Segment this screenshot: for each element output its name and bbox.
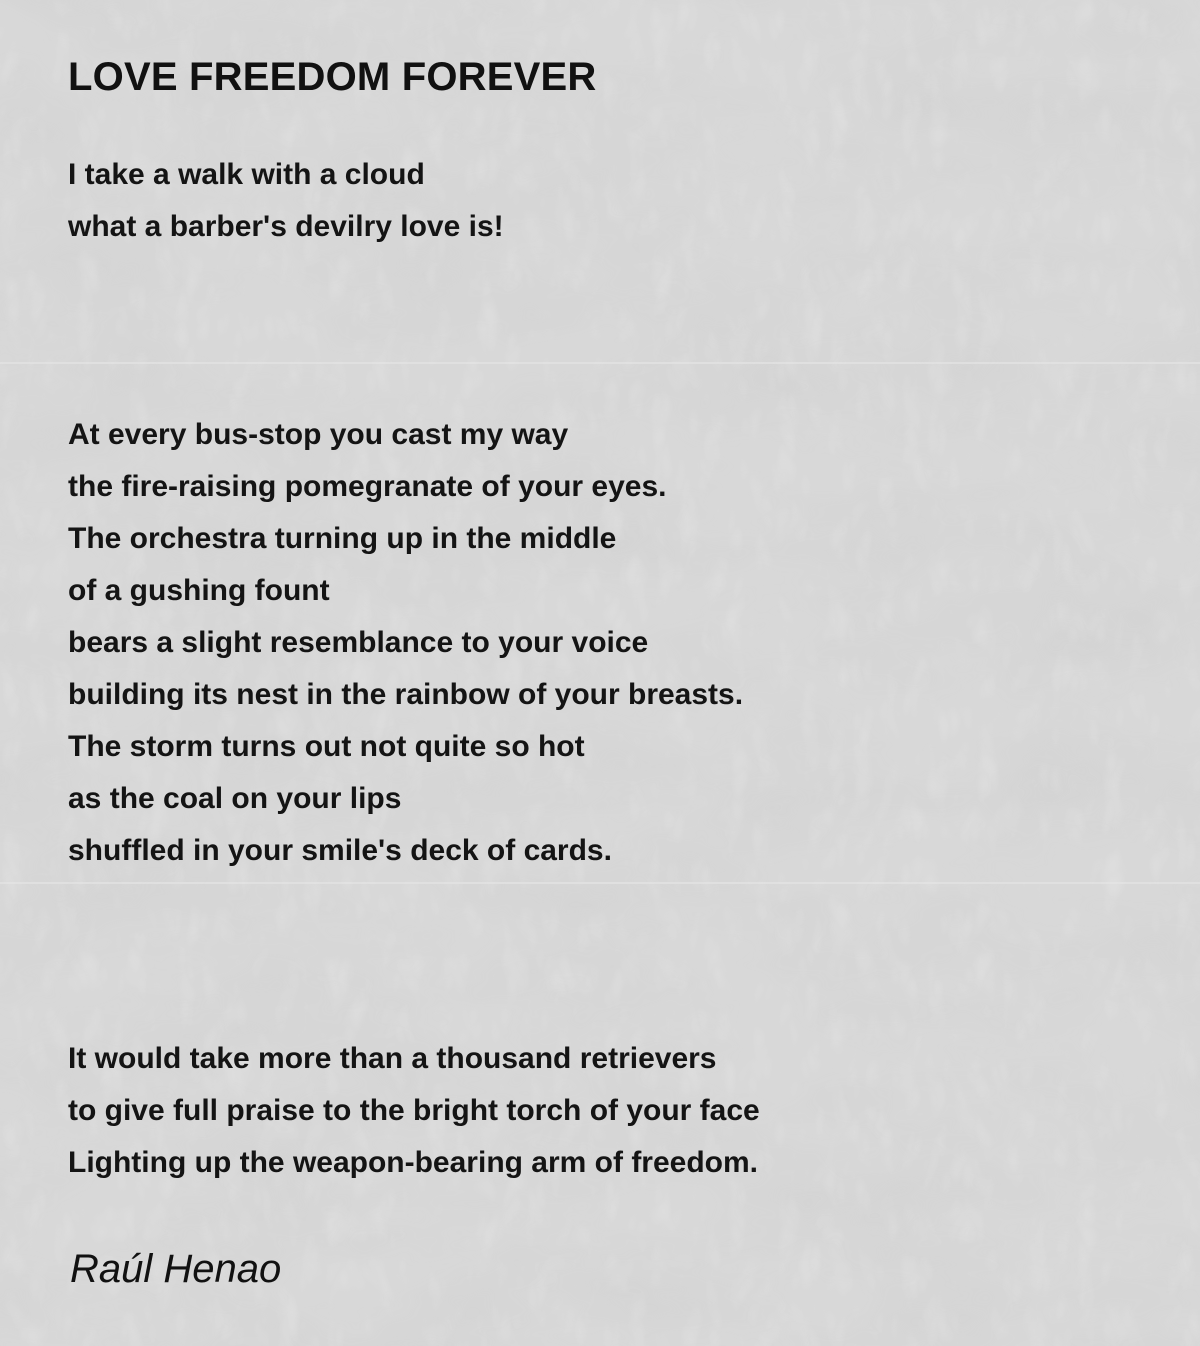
poem-line: Lighting up the weapon-bearing arm of freedom. bbox=[68, 1146, 759, 1179]
poem-line: what a barber's devilry love is! bbox=[68, 210, 504, 243]
stanza-3 bbox=[68, 1033, 760, 1189]
poem-author: Raúl Henao bbox=[70, 1247, 282, 1291]
poem-line: building its nest in the rainbow of your breasts. bbox=[68, 678, 744, 711]
poem-line: to give full praise to the bright torch of your face bbox=[68, 1094, 760, 1127]
poem-line: The storm turns out not quite so hot bbox=[68, 730, 585, 763]
poem-line: bears a slight resemblance to your voice bbox=[68, 626, 649, 659]
poem-line: as the coal on your lips bbox=[68, 782, 402, 815]
poem-line: I take a walk with a cloud bbox=[68, 158, 425, 191]
stanza-1 bbox=[68, 149, 504, 253]
poem-line: of a gushing fount bbox=[68, 574, 330, 607]
poem-title: LOVE FREEDOM FOREVER bbox=[68, 55, 597, 99]
stanza-2 bbox=[68, 409, 743, 877]
poem-line: the fire-raising pomegranate of your eyes. bbox=[68, 470, 667, 503]
poem-line: At every bus-stop you cast my way bbox=[68, 418, 569, 451]
poem-line: It would take more than a thousand retrievers bbox=[68, 1042, 717, 1075]
poem-line: The orchestra turning up in the middle bbox=[68, 522, 617, 555]
poem-line: shuffled in your smile's deck of cards. bbox=[68, 834, 612, 867]
